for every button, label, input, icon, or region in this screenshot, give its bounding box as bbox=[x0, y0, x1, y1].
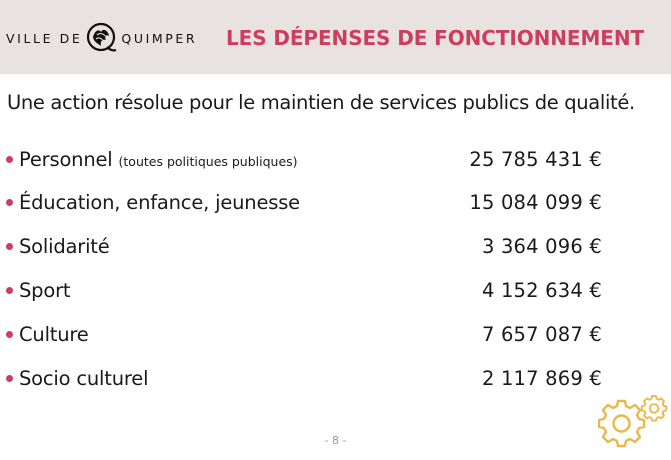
bullet-icon bbox=[6, 287, 13, 294]
header-band bbox=[0, 0, 671, 74]
expense-amount: 15 084 099 € bbox=[469, 191, 602, 214]
gears-icon bbox=[598, 392, 668, 448]
expense-amount: 4 152 634 € bbox=[481, 279, 602, 302]
logo-text-left: VILLE DE bbox=[6, 30, 83, 46]
ville-de-quimper-logo bbox=[6, 22, 197, 54]
page-title: LES DÉPENSES DE FONCTIONNEMENT bbox=[226, 26, 645, 50]
expense-row-education bbox=[6, 188, 602, 218]
expense-note: (toutes politiques publiques) bbox=[118, 154, 298, 169]
bullet-icon bbox=[6, 331, 13, 338]
bullet-icon bbox=[6, 375, 13, 382]
expense-row-solidarite bbox=[6, 232, 602, 262]
bullet-icon bbox=[6, 156, 13, 163]
expense-label: Socio culturel bbox=[19, 367, 149, 390]
bullet-icon bbox=[6, 199, 13, 206]
expense-amount: 25 785 431 € bbox=[469, 148, 602, 171]
expense-label: Culture bbox=[19, 323, 89, 346]
expense-label: Personnel (toutes politiques publiques) bbox=[19, 148, 298, 171]
expense-row-sport bbox=[6, 276, 602, 306]
expense-label: Sport bbox=[19, 279, 71, 302]
page-number: - 8 - bbox=[324, 434, 347, 447]
expense-amount: 3 364 096 € bbox=[481, 235, 602, 258]
quimper-emblem-icon bbox=[84, 22, 118, 54]
bullet-icon bbox=[6, 243, 13, 250]
expense-row-personnel bbox=[6, 145, 602, 175]
expense-amount: 2 117 869 € bbox=[481, 367, 602, 390]
subtitle: Une action résolue pour le maintien de services publics de qualité. bbox=[7, 91, 635, 114]
expense-row-culture bbox=[6, 320, 602, 350]
expense-row-socio-culturel bbox=[6, 364, 602, 394]
logo-text-right: QUIMPER bbox=[121, 30, 198, 46]
expense-label: Éducation, enfance, jeunesse bbox=[19, 191, 300, 214]
expense-amount: 7 657 087 € bbox=[481, 323, 602, 346]
expense-label: Solidarité bbox=[19, 235, 110, 258]
